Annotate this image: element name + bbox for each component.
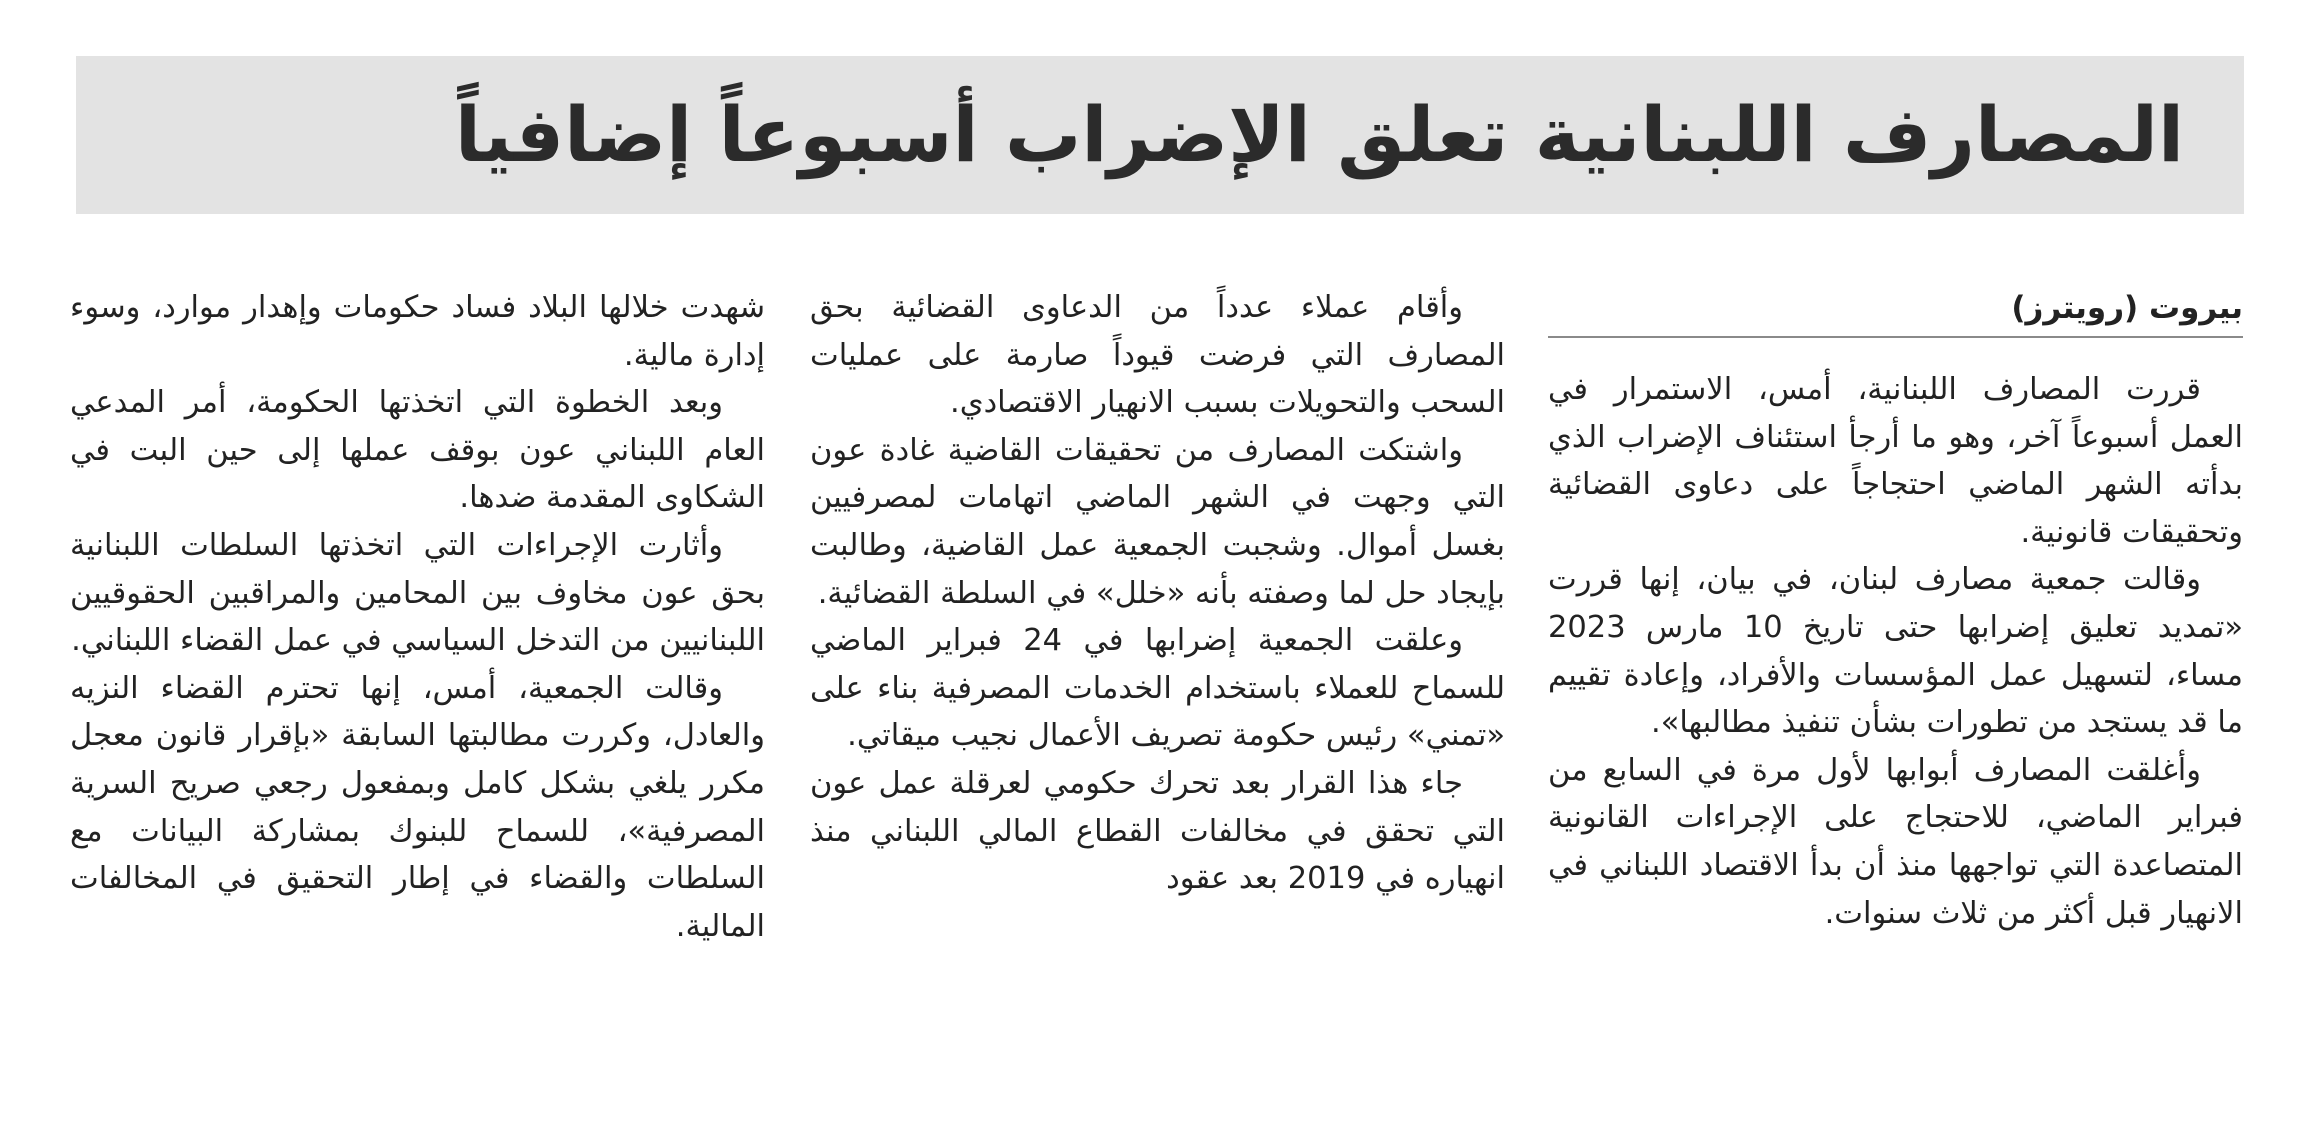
article-paragraph: وعلقت الجمعية إضرابها في 24 فبراير الماضي للسماح للعملاء باستخدام الخدمات المصرفية بناء على «تمني» رئيس حكومة تصريف الأعمال نجيب ميقاتي.: [810, 623, 1505, 754]
article-paragraph: وأقام عملاء عدداً من الدعاوى القضائية بحق المصارف التي فرضت قيوداً صارمة على عمليات السحب والتحويلات بسبب الانهيار الاقتصادي.: [810, 290, 1505, 421]
article-paragraph: قررت المصارف اللبنانية، أمس، الاستمرار في العمل أسبوعاً آخر، وهو ما أرجأ استئناف الإضراب الذي بدأته الشهر الماضي احتجاجاً على دعاوى القضائية وتحقيقات قانونية.: [1548, 372, 2243, 550]
article-paragraph: وبعد الخطوة التي اتخذتها الحكومة، أمر المدعي العام اللبناني عون بوقف عملها إلى حين البت في الشكاوى المقدمة ضدها.: [70, 385, 765, 516]
article-paragraph: وأثارت الإجراءات التي اتخذتها السلطات اللبنانية بحق عون مخاوف بين المحامين والمراقبين الحقوقيين اللبنانيين من التدخل السياسي في عمل القضاء اللبناني.: [70, 527, 765, 659]
article-paragraph: وقالت جمعية مصارف لبنان، في بيان، إنها قررت «تمديد تعليق إضرابها حتى تاريخ 10 مارس 2023 مساء، لتسهيل عمل المؤسسات والأفراد، وإعادة تقييم ما قد يستجد من تطورات بشأن تنفيذ مطالبها».: [1548, 562, 2244, 741]
byline-divider: [1548, 336, 2243, 338]
headline-band: [76, 56, 2244, 214]
article-column-3: [70, 284, 765, 950]
article-paragraph: واشتكت المصارف من تحقيقات القاضية غادة عون التي وجهت في الشهر الماضي اتهامات لمصرفيين بغسل أموال. وشجبت الجمعية عمل القاضية، وطالبت بإيجاد حل لما وصفته بأنه «خلل» في السلطة القضائية.: [810, 432, 1505, 611]
article-paragraph: جاء هذا القرار بعد تحرك حكومي لعرقلة عمل عون التي تحقق في مخالفات القطاع المالي اللبناني منذ انهياره في 2019 بعد عقود: [810, 765, 1505, 897]
article-headline: المصارف اللبنانية تعلق الإضراب أسبوعاً إضافياً: [454, 90, 2184, 179]
article-paragraph: وقالت الجمعية، أمس، إنها تحترم القضاء النزيه والعادل، وكررت مطالبتها السابقة «بإقرار قانون معجل مكرر يلغي بشكل كامل وبمفعول رجعي صريح السرية المصرفية»، للسماح للبنوك بمشاركة البيانات مع السلطات والقضاء في إطار التحقيق في المخالفات المالية.: [70, 670, 765, 944]
article-paragraph: وأغلقت المصارف أبوابها لأول مرة في السابع من فبراير الماضي، للاحتجاج على الإجراءات القانونية المتصاعدة التي تواجهها منذ أن بدأ الاقتصاد اللبناني في الانهيار قبل أكثر من ثلاث سنوات.: [1548, 752, 2243, 931]
article-column-2: [810, 284, 1505, 903]
article-column-1: [1548, 284, 2243, 937]
article-paragraph: شهدت خلالها البلاد فساد حكومات وإهدار موارد، وسوء إدارة مالية.: [70, 290, 765, 373]
article-byline: بيروت (رويترز): [2011, 290, 2243, 326]
